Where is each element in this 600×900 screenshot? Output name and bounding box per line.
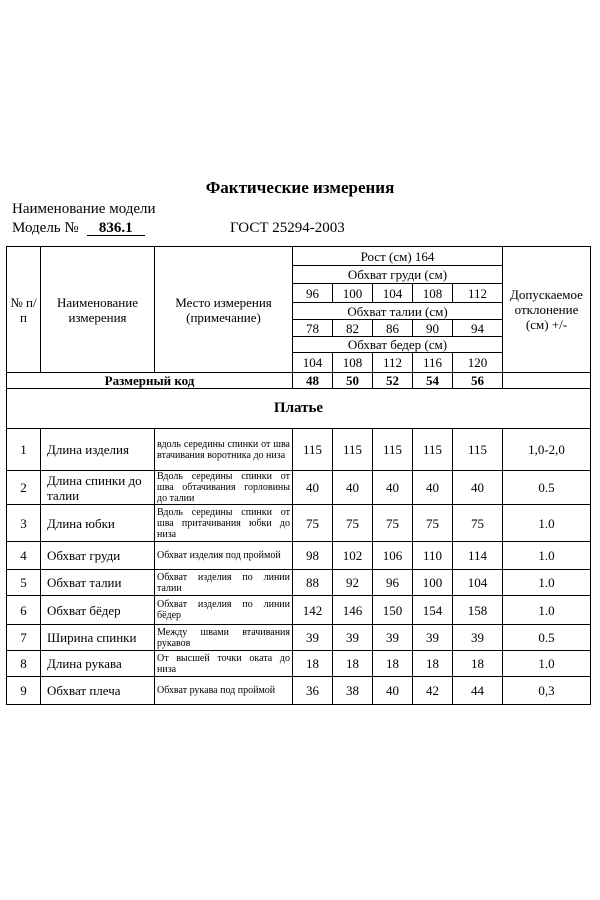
row-size-value: 18 [372, 650, 413, 677]
row-size-value: 115 [292, 428, 333, 471]
row-size-value: 18 [412, 650, 453, 677]
row-tolerance: 1,0-2,0 [502, 428, 591, 471]
size-code-value: 54 [412, 372, 453, 389]
row-size-value: 98 [292, 541, 333, 570]
row-size-value: 38 [332, 676, 373, 705]
waist-size-value: 90 [412, 319, 453, 337]
row-measurement-name: Обхват груди [40, 541, 155, 570]
header-hips: Обхват бедер (см) [292, 336, 503, 353]
row-tolerance: 0.5 [502, 470, 591, 505]
row-measurement-name: Обхват бёдер [40, 595, 155, 625]
row-measurement-note: Обхват рукава под проймой [154, 676, 293, 705]
size-code-value: 52 [372, 372, 413, 389]
row-size-value: 115 [372, 428, 413, 471]
row-tolerance: 1.0 [502, 504, 591, 542]
row-size-value: 150 [372, 595, 413, 625]
header-height: Рост (см) 164 [292, 246, 503, 266]
row-number: 6 [6, 595, 41, 625]
waist-size-value: 86 [372, 319, 413, 337]
waist-size-value: 78 [292, 319, 333, 337]
row-size-value: 18 [292, 650, 333, 677]
waist-size-value: 82 [332, 319, 373, 337]
row-measurement-note: Обхват изделия по линии талии [154, 569, 293, 596]
row-size-value: 39 [412, 624, 453, 651]
row-number: 7 [6, 624, 41, 651]
row-measurement-name: Длина юбки [40, 504, 155, 542]
section-title: Платье [6, 388, 591, 429]
row-size-value: 115 [452, 428, 503, 471]
hips-size-value: 116 [412, 352, 453, 373]
row-size-value: 42 [412, 676, 453, 705]
model-label: Модель № [12, 220, 79, 236]
size-code-value: 56 [452, 372, 503, 389]
row-number: 3 [6, 504, 41, 542]
measurements-table [6, 246, 590, 714]
row-size-value: 114 [452, 541, 503, 570]
chest-size-value: 108 [412, 283, 453, 303]
row-size-value: 88 [292, 569, 333, 596]
row-number: 5 [6, 569, 41, 596]
row-number: 1 [6, 428, 41, 471]
row-size-value: 106 [372, 541, 413, 570]
header-tolerance: Допускаемое отклонение (см) +/- [502, 246, 591, 373]
row-measurement-name: Обхват талии [40, 569, 155, 596]
row-size-value: 40 [372, 676, 413, 705]
row-size-value: 40 [372, 470, 413, 505]
row-measurement-name: Ширина спинки [40, 624, 155, 651]
row-size-value: 36 [292, 676, 333, 705]
row-measurement-note: Обхват изделия по линии бёдер [154, 595, 293, 625]
page-title: Фактические измерения [205, 178, 395, 197]
chest-size-value: 104 [372, 283, 413, 303]
row-measurement-note: Вдоль середины спинки от шва обтачивания горловины до талии [154, 470, 293, 505]
hips-size-value: 104 [292, 352, 333, 373]
row-measurement-name: Длина спинки до талии [40, 470, 155, 505]
row-size-value: 92 [332, 569, 373, 596]
row-size-value: 75 [372, 504, 413, 542]
row-tolerance: 1.0 [502, 541, 591, 570]
header-waist: Обхват талии (см) [292, 302, 503, 320]
row-size-value: 40 [332, 470, 373, 505]
row-size-value: 158 [452, 595, 503, 625]
header-measurement-name: Наименование измерения [40, 246, 155, 373]
row-measurement-note: Обхват изделия под проймой [154, 541, 293, 570]
row-tolerance: 1.0 [502, 595, 591, 625]
waist-size-value: 94 [452, 319, 503, 337]
hips-size-value: 112 [372, 352, 413, 373]
row-size-value: 44 [452, 676, 503, 705]
header-measurement-place: Место измерения (примечание) [154, 246, 293, 373]
header-number: № п/п [6, 246, 41, 373]
row-size-value: 39 [372, 624, 413, 651]
row-measurement-name: Длина рукава [40, 650, 155, 677]
row-size-value: 75 [412, 504, 453, 542]
gost-standard: ГОСТ 25294-2003 [230, 220, 345, 236]
row-size-value: 115 [332, 428, 373, 471]
hips-size-value: 108 [332, 352, 373, 373]
row-measurement-note: Между швами втачивания рукавов [154, 624, 293, 651]
row-size-value: 39 [292, 624, 333, 651]
row-size-value: 100 [412, 569, 453, 596]
row-measurement-name: Длина изделия [40, 428, 155, 471]
row-tolerance: 0,3 [502, 676, 591, 705]
row-size-value: 39 [332, 624, 373, 651]
row-tolerance: 1.0 [502, 569, 591, 596]
row-size-value: 40 [292, 470, 333, 505]
row-tolerance: 1.0 [502, 650, 591, 677]
hips-size-value: 120 [452, 352, 503, 373]
row-number: 8 [6, 650, 41, 677]
header-chest: Обхват груди (см) [292, 265, 503, 284]
row-size-value: 104 [452, 569, 503, 596]
row-size-value: 40 [412, 470, 453, 505]
row-measurement-note: Вдоль середины спинки от шва притачивания юбки до низа [154, 504, 293, 542]
row-number: 2 [6, 470, 41, 505]
row-measurement-note: вдоль середины спинки от шва втачивания воротника до низа [154, 428, 293, 471]
size-code-value: 48 [292, 372, 333, 389]
row-tolerance: 0.5 [502, 624, 591, 651]
model-line [12, 220, 145, 237]
row-size-value: 18 [332, 650, 373, 677]
row-size-value: 110 [412, 541, 453, 570]
row-size-value: 40 [452, 470, 503, 505]
row-size-value: 154 [412, 595, 453, 625]
row-size-value: 142 [292, 595, 333, 625]
row-size-value: 75 [292, 504, 333, 542]
row-size-value: 75 [452, 504, 503, 542]
model-number: 836.1 [87, 221, 145, 236]
row-size-value: 18 [452, 650, 503, 677]
row-size-value: 75 [332, 504, 373, 542]
row-size-value: 39 [452, 624, 503, 651]
row-number: 9 [6, 676, 41, 705]
size-code-label: Размерный код [6, 372, 293, 389]
row-size-value: 96 [372, 569, 413, 596]
row-size-value: 115 [412, 428, 453, 471]
row-measurement-name: Обхват плеча [40, 676, 155, 705]
row-size-value: 146 [332, 595, 373, 625]
chest-size-value: 100 [332, 283, 373, 303]
size-code-tolerance-empty [502, 372, 591, 389]
row-size-value: 102 [332, 541, 373, 570]
product-name-label: Наименование модели [12, 201, 156, 217]
size-code-value: 50 [332, 372, 373, 389]
chest-size-value: 112 [452, 283, 503, 303]
chest-size-value: 96 [292, 283, 333, 303]
row-number: 4 [6, 541, 41, 570]
row-measurement-note: От высшей точки оката до низа [154, 650, 293, 677]
